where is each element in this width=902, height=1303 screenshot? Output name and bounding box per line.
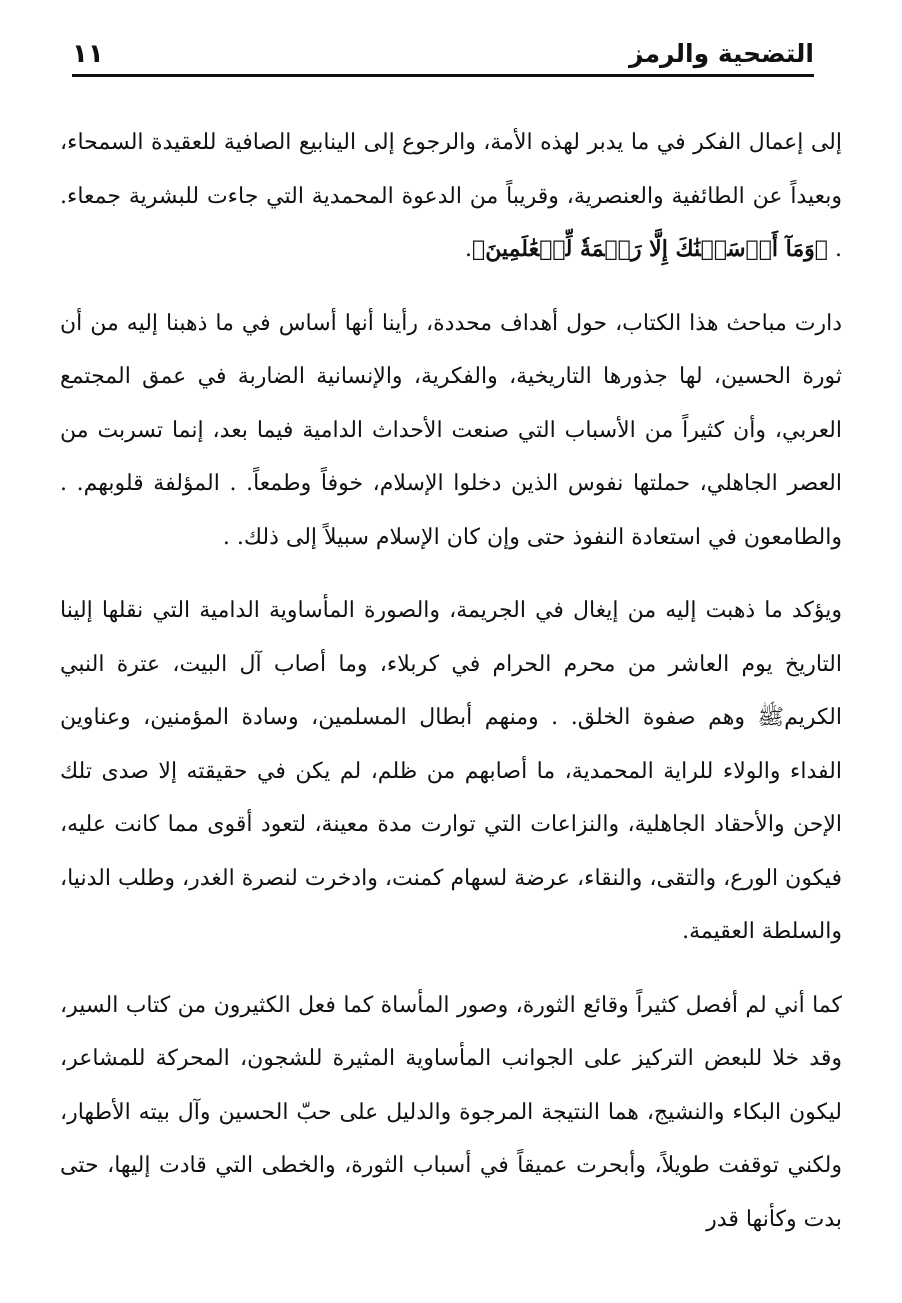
paragraph-1 (60, 116, 842, 277)
paragraph-4: كما أني لم أفصل كثيراً وقائع الثورة، وصور المأساة كما فعل الكثيرون من كتاب السير، وقد خلا للبعض التركيز على الجوانب المأساوية المثيرة للشجون، المحركة للمشاعر، ليكون البكاء والنشيج، هما النتيجة المرجوة والدليل على حبّ الحسين وآل بيته الأطهار، ولكني توقفت طويلاً، وأبحرت عميقاً في أسباب الثورة، والخطى التي قادت إليها، حتى بدت وكأنها قدر (60, 992, 843, 1232)
quran-verse: ﴿وَمَآ أَرۡسَلۡنَٰكَ إِلَّا رَحۡمَةٗ لِّلۡعَٰلَمِينَ﴾ (472, 236, 828, 262)
page-number: ١١ (72, 39, 104, 69)
running-title: التضحية والرمز (629, 39, 814, 68)
paragraph-2: دارت مباحث هذا الكتاب، حول أهداف محددة، رأينا أنها أساس في ما ذهبنا إليه من أن ثورة الحسين، لها جذورها التاريخية، والفكرية، والإنسانية الضاربة في عمق المجتمع العربي، وأن كثيراً من الأسباب التي صنعت الأحداث الدامية فيما بعد، إنما تسربت من العصر الجاهلي، حملتها نفوس الذين دخلوا الإسلام، خوفاً وطمعاً. . المؤلفة قلوبهم. . والطامعون في استعادة النفوذ حتى وإن كان الإسلام سبيلاً إلى ذلك. . (60, 310, 842, 550)
body-text (60, 116, 842, 1246)
paragraph-1-text: إلى إعمال الفكر في ما يدبر لهذه الأمة، والرجوع إلى الينابيع الصافية للعقيدة السمحاء، وبعيداً عن الطائفية والعنصرية، وقريباً من الدعوة المحمدية التي جاءت للبشرية جمعاء. . (60, 130, 842, 262)
page-header (72, 32, 814, 77)
paragraph-3: ويؤكد ما ذهبت إليه من إيغال في الجريمة، والصورة المأساوية الدامية التي نقلها إلينا التاريخ يوم العاشر من محرم الحرام في كربلاء، وما أصاب آل البيت، عترة النبي الكريمﷺ وهم صفوة الخلق. . ومنهم أبطال المسلمين، وسادة المؤمنين، وعناوين الفداء والولاء للراية المحمدية، ما أصابهم من ظلم، لم يكن في حقيقته إلا صدى تلك الإحن والأحقاد الجاهلية، والنزاعات التي توارت مدة معينة، لتعود أقوى مما كانت عليه، فيكون الورع، والتقى، والنقاء، عرضة لسهام كمنت، وادخرت لنصرة الغدر، وطلب الدنيا، والسلطة العقيمة. (60, 598, 842, 944)
paragraph-1-end: . (465, 237, 472, 262)
